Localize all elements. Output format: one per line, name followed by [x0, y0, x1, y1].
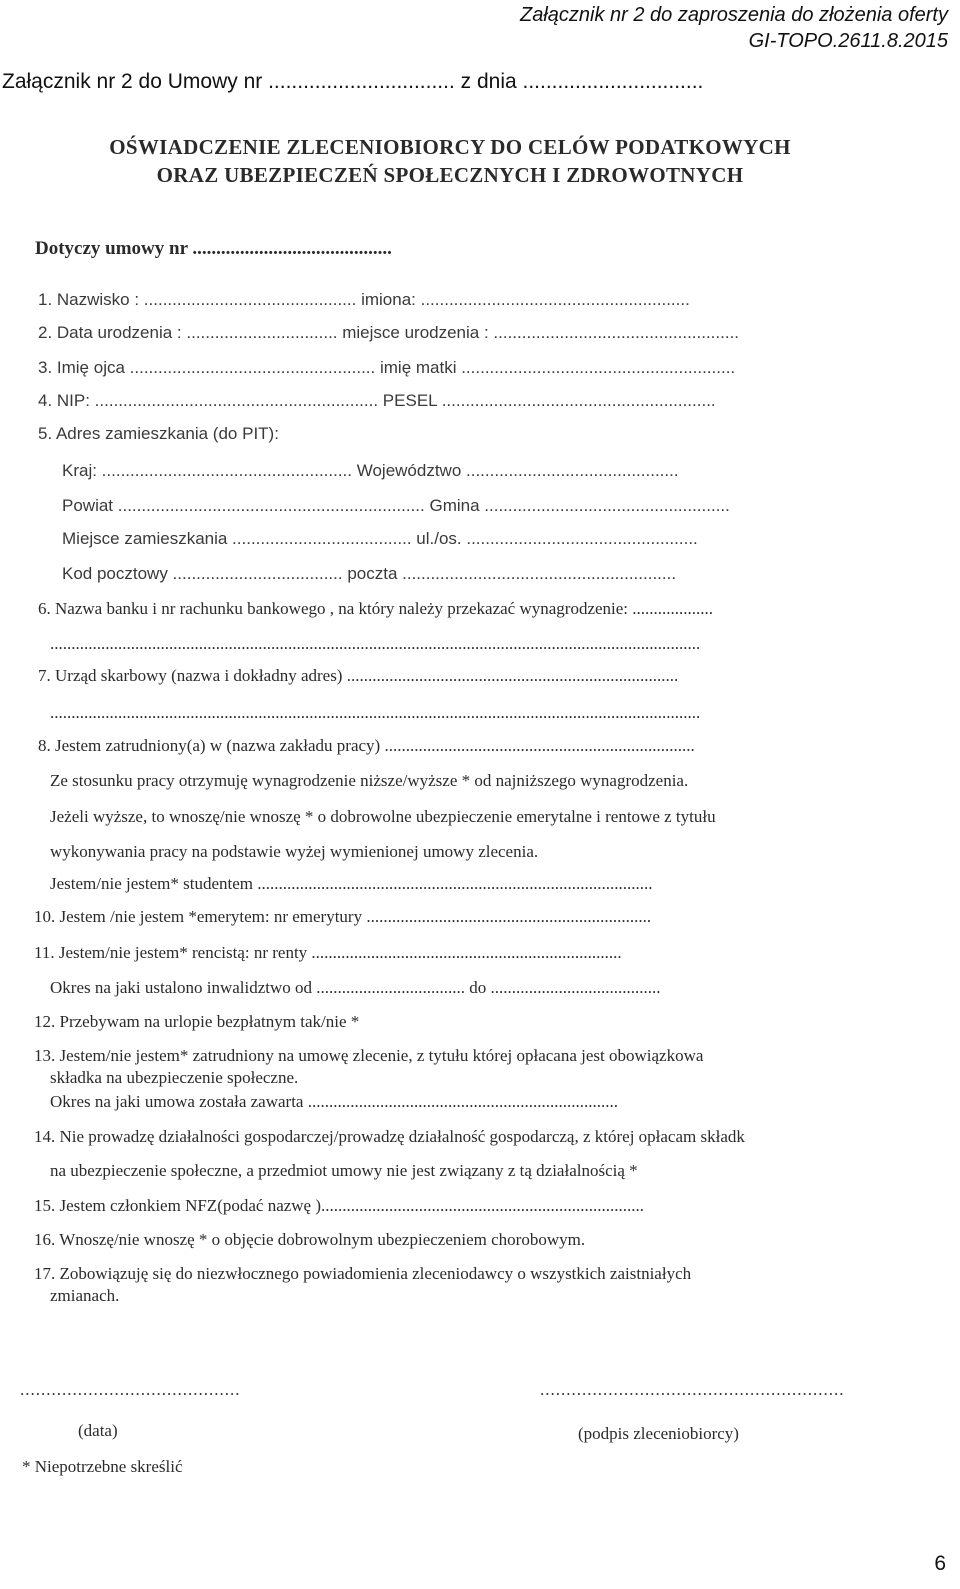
field-parents: 3. Imię ojca .................................................... imię matki ..........................................................: [38, 358, 736, 377]
reference-line: Załącznik nr 2 do zaproszenia do złożenia oferty: [519, 4, 948, 26]
signature-line: ..........................................................: [540, 1380, 845, 1399]
field-bank-account-continued: .........................................................................................................................................................: [50, 634, 701, 653]
statement-salary: Ze stosunku pracy otrzymuję wynagrodzenie niższe/wyższe * od najniższego wynagrodzenia.: [50, 771, 689, 790]
field-address-heading: 5. Adres zamieszkania (do PIT):: [38, 424, 279, 443]
agreement-line: Załącznik nr 2 do Umowy nr ................................ z dnia ...............................: [2, 70, 704, 93]
field-disability-pension: 11. Jestem/nie jestem* rencistą: nr renty .........................................................................: [34, 943, 622, 962]
field-nip-pesel: 4. NIP: ............................................................ PESEL ..........................................................: [38, 391, 716, 410]
signature-label: (podpis zleceniobiorcy): [578, 1424, 739, 1443]
field-district-commune: Powiat ................................................................. Gmina ....................................................: [62, 496, 730, 515]
footnote: * Niepotrzebne skreślić: [22, 1457, 183, 1476]
field-business-activity: 14. Nie prowadzę działalności gospodarczej/prowadzę działalność gospodarczą, z której opłacam składk: [34, 1127, 745, 1146]
document-reference: [520, 2, 948, 54]
field-country-voivodeship: Kraj: ..................................................... Województwo .............................................: [62, 461, 679, 480]
field-bank-account: 6. Nazwa banku i nr rachunku bankowego , na który należy przekazać wynagrodzenie: ...................: [38, 599, 714, 618]
field-other-contract-continued: składka na ubezpieczenie społeczne.: [50, 1068, 299, 1087]
contract-reference: Dotyczy umowy nr ..........................................: [35, 238, 392, 259]
field-town-street: Miejsce zamieszkania ...................................... ul./os. .................................................: [62, 529, 698, 548]
field-disability-period: Okres na jaki ustalono inwalidztwo od ................................... do ........................................: [50, 978, 661, 997]
field-sickness-insurance: 16. Wnoszę/nie wnoszę * o objęcie dobrowolnym ubezpieczeniem chorobowym.: [34, 1230, 586, 1249]
field-birth: 2. Data urodzenia : ................................ miejsce urodzenia : ....................................................: [38, 323, 740, 342]
field-unpaid-leave: 12. Przebywam na urlopie bezpłatnym tak/nie *: [34, 1012, 360, 1031]
field-pensioner: 10. Jestem /nie jestem *emerytem: nr emerytury ...................................................................: [34, 907, 652, 926]
field-tax-office-continued: .........................................................................................................................................................: [50, 703, 701, 722]
field-business-activity-continued: na ubezpieczenie społeczne, a przedmiot umowy nie jest związany z tą działalnością *: [50, 1161, 638, 1180]
field-contract-period: Okres na jaki umowa została zawarta .........................................................................: [50, 1092, 618, 1111]
form-title-line-2: ORAZ UBEZPIECZEŃ SPOŁECZNYCH I ZDROWOTNYCH: [156, 163, 744, 187]
field-tax-office: 7. Urząd skarbowy (nazwa i dokładny adres) ..............................................................................: [38, 666, 679, 685]
statement-pension-insurance-continued: wykonywania pracy na podstawie wyżej wymienionej umowy zlecenia.: [50, 842, 539, 861]
statement-pension-insurance: Jeżeli wyższe, to wnoszę/nie wnoszę * o dobrowolne ubezpieczenie emerytalne i rentowe z tytułu: [50, 807, 716, 826]
page-number: 6: [934, 1552, 946, 1575]
field-nfz: 15. Jestem członkiem NFZ(podać nazwę )............................................................................: [34, 1196, 645, 1215]
form-title-line-1: OŚWIADCZENIE ZLECENIOBIORCY DO CELÓW PODATKOWYCH: [109, 135, 791, 159]
reference-code: GI-TOPO.2611.8.2015: [748, 30, 948, 52]
field-employer: 8. Jestem zatrudniony(a) w (nazwa zakładu pracy) .........................................................................: [38, 736, 695, 755]
field-surname-names: 1. Nazwisko : ............................................. imiona: .........................................................: [38, 290, 690, 309]
field-postcode-post: Kod pocztowy .................................... poczta ..........................................................: [62, 564, 677, 583]
field-notification: 17. Zobowiązuję się do niezwłocznego powiadomienia zleceniodawcy o wszystkich zaistniałych: [34, 1264, 692, 1283]
field-student: Jestem/nie jestem* studentem .............................................................................................: [50, 874, 653, 893]
field-other-contract: 13. Jestem/nie jestem* zatrudniony na umowę zlecenie, z tytułu której opłacana jest obowiązkowa: [34, 1046, 704, 1065]
field-notification-continued: zmianach.: [50, 1286, 120, 1305]
date-signature-line: ..........................................: [20, 1380, 241, 1399]
date-label: (data): [78, 1421, 118, 1440]
